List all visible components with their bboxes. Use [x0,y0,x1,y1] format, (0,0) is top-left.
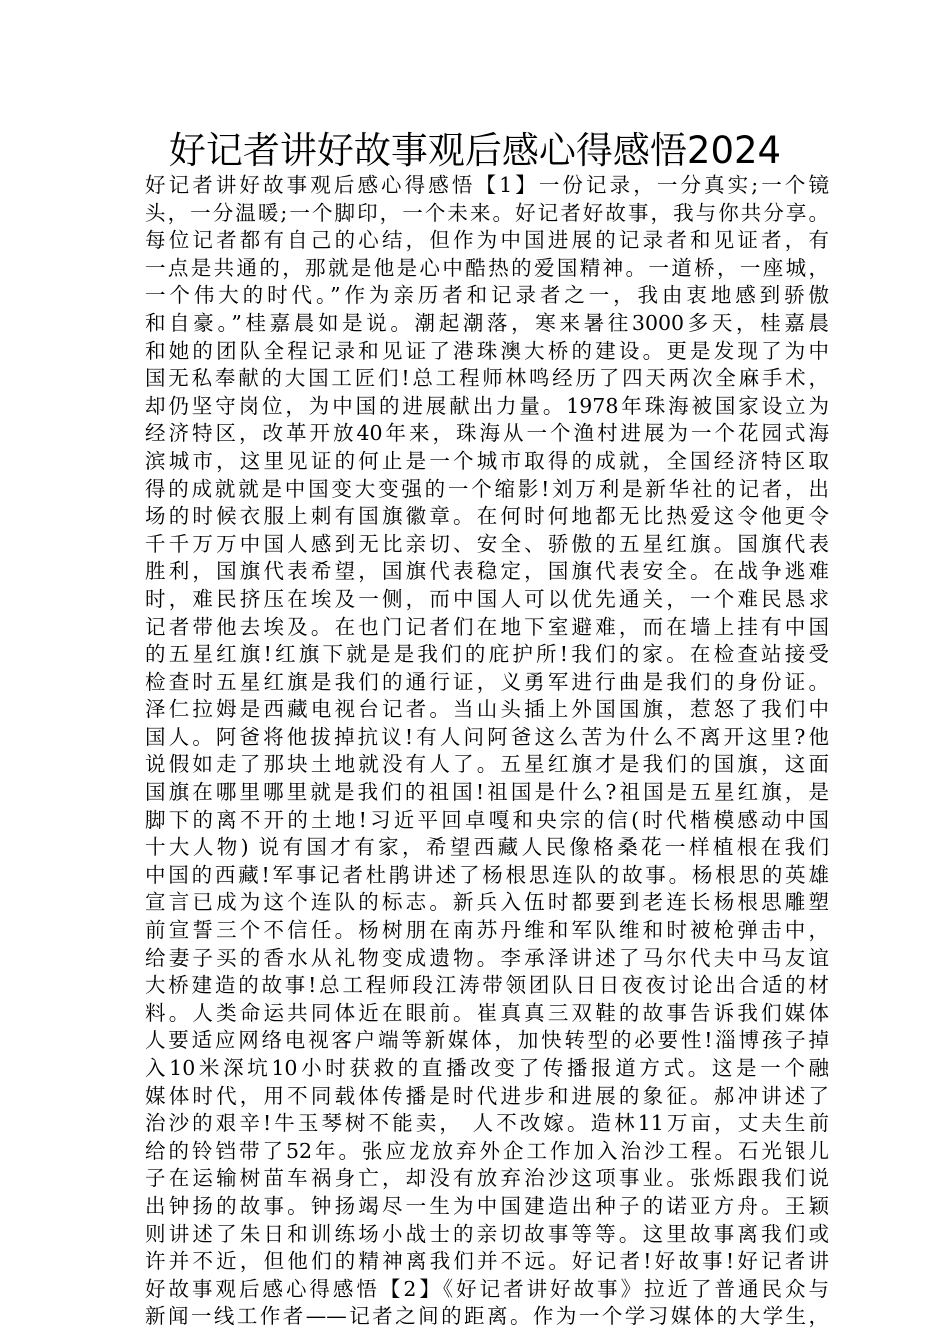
body-line: 和自豪。”桂嘉晨如是说。潮起潮落，寒来暑往3000多天，桂嘉晨 [145,310,829,335]
body-line: 治沙的艰辛!牛玉琴树不能卖， 人不改嫁。造林11万亩，丈夫生前 [145,1111,829,1136]
body-line: 前宣誓三个不信任。杨树朋在南苏丹维和军队维和时被枪弹击中， [145,918,829,943]
body-line: 检查时五星红旗是我们的通行证，义勇军进行曲是我们的身份证。 [145,669,829,694]
body-line: 好记者讲好故事观后感心得感悟【1】一份记录，一分真实;一个镜 [145,173,829,197]
body-line: 泽仁拉姆是西藏电视台记者。当山头插上外国国旗，惹怒了我们中 [145,697,829,722]
body-line: 许并不近，但他们的精神离我们并不远。好记者!好故事!好记者讲 [145,1249,829,1274]
body-line: 场的时候衣服上刺有国旗徽章。在何时何地都无比热爱这令他更令 [145,504,829,529]
body-line: 和她的团队全程记录和见证了港珠澳大桥的建设。更是发现了为中 [145,338,829,363]
body-line: 得的成就就是中国变大变强的一个缩影!刘万利是新华社的记者，出 [145,476,829,501]
body-line: 新闻一线工作者——记者之间的距离。作为一个学习媒体的大学生， [145,1304,829,1329]
body-line: 千千万万中国人感到无比亲切、安全、骄傲的五星红旗。国旗代表 [145,531,829,556]
body-line: 给妻子买的香水从礼物变成遗物。李承泽讲述了马尔代夫中马友谊 [145,945,829,970]
body-line: 胜利，国旗代表希望，国旗代表稳定，国旗代表安全。在战争逃难 [145,559,829,584]
body-line: 国人。阿爸将他拔掉抗议!有人问阿爸这么苦为什么不离开这里?他 [145,724,829,749]
body-line: 人要适应网络电视客户端等新媒体，加快转型的必要性!淄博孩子掉 [145,1028,829,1053]
body-line: 媒体时代，用不同载体传播是时代进步和进展的象征。郝冲讲述了 [145,1083,829,1108]
document-body [145,172,829,1331]
body-line: 每位记者都有自己的心结，但作为中国进展的记录者和见证者，有 [145,228,829,253]
body-line: 国无私奉献的大国工匠们!总工程师林鸣经历了四天两次全麻手术， [145,366,829,391]
body-line: 入10米深坑10小时获救的直播改变了传播报道方式。这是一个融 [145,1056,829,1080]
document-title: 好记者讲好故事观后感心得感悟2024 [168,129,782,172]
body-line: 一点是共通的，那就是他是心中酷热的爱国精神。一道桥，一座城， [145,255,829,280]
body-line: 好故事观后感心得感悟【2】《好记者讲好故事》拉近了普通民众与 [145,1276,829,1301]
body-line: 国旗在哪里哪里就是我们的祖国!祖国是什么?祖国是五星红旗，是 [145,780,829,805]
body-line: 给的铃铛带了52年。张应龙放弃外企工作加入治沙工程。石光银儿 [145,1138,829,1163]
body-line: 十大人物) 说有国才有家，希望西藏人民像格桑花一样植根在我们 [145,835,829,860]
body-line: 说假如走了那块土地就没有人了。五星红旗才是我们的国旗，这面 [145,752,829,777]
body-line: 却仍坚守岗位，为中国的进展献出力量。1978年珠海被国家设立为 [145,393,829,418]
body-line: 则讲述了朱日和训练场小战士的亲切故事等等。这里故事离我们或 [145,1221,829,1246]
body-line: 出钟扬的故事。钟扬竭尽一生为中国建造出种子的诺亚方舟。王颖 [145,1193,829,1218]
body-line: 记者带他去埃及。在也门记者们在地下室避难，而在墙上挂有中国 [145,614,829,639]
body-line: 大桥建造的故事!总工程师段江涛带领团队日日夜夜讨论出合适的材 [145,973,829,998]
body-line: 的五星红旗!红旗下就是是我们的庇护所!我们的家。在检查站接受 [145,642,829,667]
body-line: 宣言已成为这个连队的标志。新兵入伍时都要到老连长杨根思雕塑 [145,890,829,915]
body-line: 一个伟大的时代。”作为亲历者和记录者之一，我由衷地感到骄傲 [145,283,829,308]
body-line: 子在运输树苗车祸身亡，却没有放弃治沙这项事业。张烁跟我们说 [145,1166,829,1191]
body-line: 滨城市，这里见证的何止是一个城市取得的成就，全国经济特区取 [145,448,829,473]
body-line: 时，难民挤压在埃及一侧，而中国人可以优先通关，一个难民恳求 [145,586,829,611]
body-line: 经济特区，改革开放40年来，珠海从一个渔村进展为一个花园式海 [145,421,829,446]
body-line: 头，一分温暖;一个脚印，一个未来。好记者好故事，我与你共分享。 [145,200,829,225]
body-line: 中国的西藏!军事记者杜鹃讲述了杨根思连队的故事。杨根思的英雄 [145,862,829,887]
body-line: 脚下的离不开的土地!习近平回卓嘎和央宗的信(时代楷模感动中国 [145,807,829,832]
body-line: 料。人类命运共同体近在眼前。崔真真三双鞋的故事告诉我们媒体 [145,1000,829,1025]
